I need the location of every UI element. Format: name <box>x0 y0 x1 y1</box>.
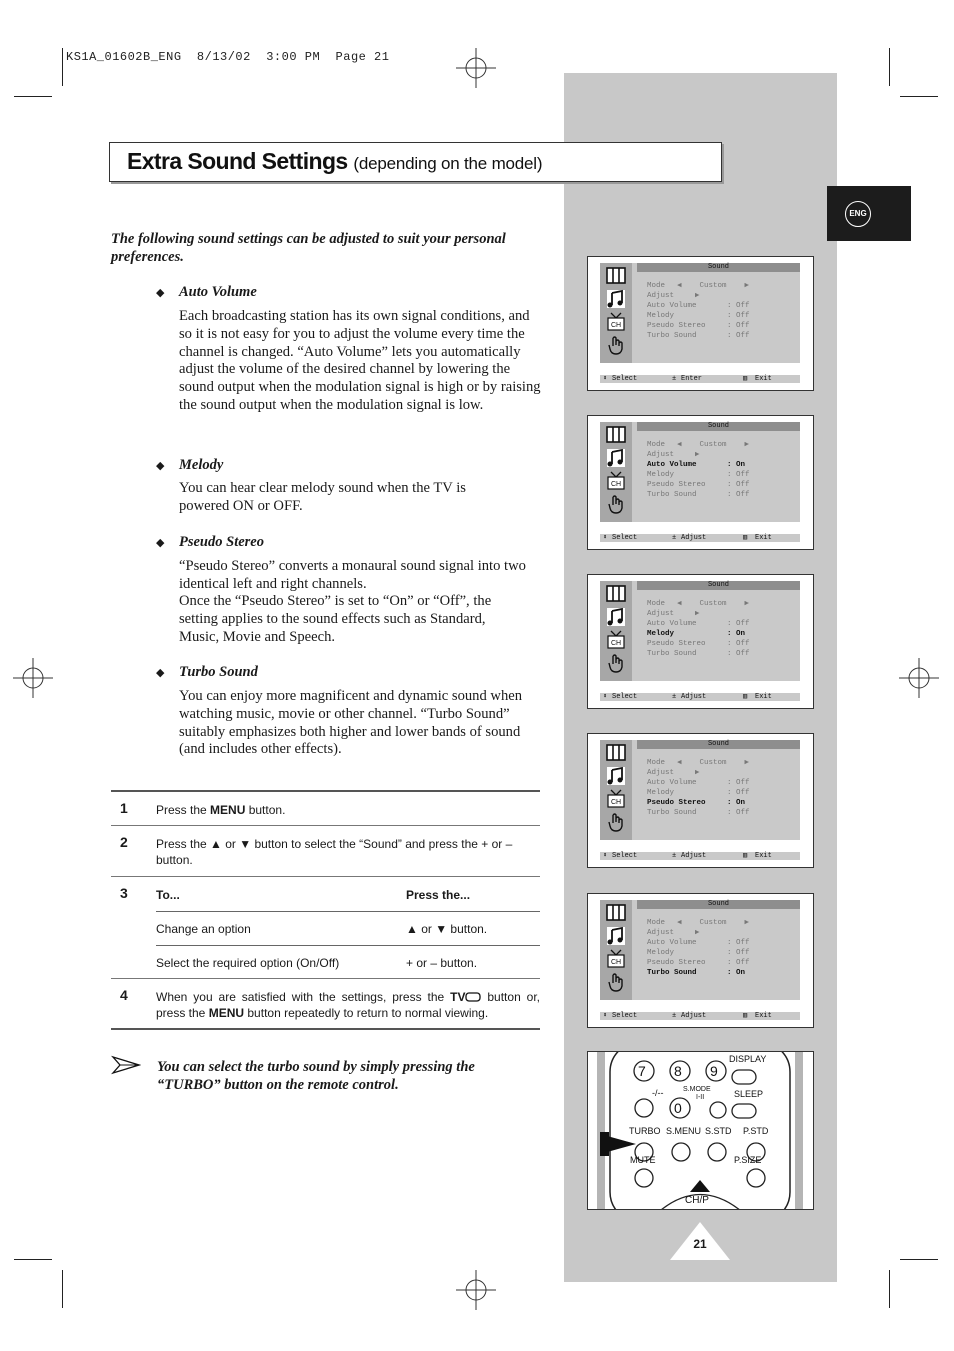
remote-key-0: 0 <box>674 1100 682 1116</box>
osd-item-value: ▶ <box>677 769 700 777</box>
print-header: KS1A_01602B_ENG 8/13/02 3:00 PM Page 21 <box>66 50 390 64</box>
osd-menu-panel <box>600 263 800 363</box>
osd-item-label: Adjust <box>647 769 675 777</box>
step-text: Press the ▲ or ▼ button to select the “Sound” and press the + or – button. <box>156 837 513 867</box>
picture-icon <box>605 425 627 445</box>
remote-label-dash: -/-- <box>652 1088 664 1098</box>
osd-item-value: : Off <box>727 302 750 310</box>
divider <box>156 911 540 912</box>
sound-icon <box>605 448 627 468</box>
sound-icon <box>605 926 627 946</box>
osd-item-value: : Off <box>727 491 750 499</box>
remote-label-turbo: TURBO <box>629 1126 661 1136</box>
step-text-post: button repeatedly to return to normal viewing. <box>244 1006 489 1020</box>
setup-hand-icon <box>605 653 627 673</box>
osd-screen <box>587 415 814 550</box>
osd-item-label: Adjust <box>647 610 675 618</box>
osd-item-value: : On <box>727 461 746 469</box>
osd-item-label: Turbo Sound <box>647 650 697 658</box>
osd-footer-select: Select <box>612 693 638 701</box>
osd-item-label: Melody <box>647 312 675 320</box>
feature-text: “Pseudo Stereo” converts a monaural sound signal into two identical left and right channels. <box>179 558 526 592</box>
step-text-pre: When you are satisfied with the settings, press the <box>156 990 451 1004</box>
picture-icon <box>605 743 627 763</box>
crop-mark <box>900 1259 938 1260</box>
osd-item-label: Pseudo Stereo <box>647 322 706 330</box>
divider <box>111 825 540 826</box>
osd-icon-column <box>600 422 632 522</box>
intro-text: The following sound settings can be adjusted to suit your personal preferences. <box>111 231 506 265</box>
osd-icon-column <box>600 900 632 1000</box>
channel-icon <box>605 630 627 650</box>
feature-heading: Pseudo Stereo <box>179 534 264 550</box>
step-number: 2 <box>120 834 128 850</box>
osd-item-value: ◀ Custom ▶ <box>677 282 750 290</box>
plusminus-icon: ± <box>672 534 677 542</box>
diamond-bullet-icon: ◆ <box>156 460 165 472</box>
divider <box>156 945 540 946</box>
updown-icon: ⬍ <box>603 375 608 383</box>
plusminus-icon: ± <box>672 375 677 383</box>
osd-item-label: Auto Volume <box>647 939 697 947</box>
setup-hand-icon <box>605 494 627 514</box>
osd-item-label: Adjust <box>647 929 675 937</box>
osd-item-value: : Off <box>727 471 750 479</box>
osd-item-label: Turbo Sound <box>647 332 697 340</box>
osd-item-label: Turbo Sound <box>647 969 697 977</box>
sound-icon <box>605 289 627 309</box>
osd-item-value: ▶ <box>677 292 700 300</box>
sound-icon <box>605 766 627 786</box>
channel-icon <box>605 789 627 809</box>
step-number: 3 <box>120 885 128 901</box>
osd-item-value: : Off <box>727 620 750 628</box>
page-number: 21 <box>693 1237 707 1251</box>
svg-text:CH: CH <box>610 322 622 329</box>
osd-footer <box>600 534 800 542</box>
menu-icon: ▥ <box>743 534 748 542</box>
osd-item-value: : Off <box>727 332 750 340</box>
picture-icon <box>605 903 627 923</box>
table-cell-action: Change an option <box>156 922 251 936</box>
osd-screen <box>587 256 814 391</box>
registration-mark <box>899 658 939 698</box>
osd-footer-select: Select <box>612 375 638 383</box>
osd-menu-panel <box>600 422 800 522</box>
osd-title-bar <box>637 581 800 590</box>
osd-title: Sound <box>707 900 729 908</box>
language-label: ENG <box>845 201 871 227</box>
osd-item-value: : Off <box>727 481 750 489</box>
osd-item-label: Mode <box>647 919 666 927</box>
remote-label-i-ii: I-II <box>696 1094 705 1101</box>
osd-icon-column <box>600 581 632 681</box>
table-cell-press: ▲ or ▼ button. <box>406 922 488 936</box>
picture-icon <box>605 584 627 604</box>
feature-text: You can hear clear melody sound when the TV is powered ON or OFF. <box>179 480 466 514</box>
osd-footer <box>600 852 800 860</box>
table-cell-action: Select the required option (On/Off) <box>156 956 340 970</box>
osd-footer <box>600 693 800 701</box>
osd-item-label: Melody <box>647 630 675 638</box>
svg-text:CH: CH <box>610 959 622 966</box>
osd-footer-exit: Exit <box>755 1012 772 1020</box>
step-number: 1 <box>120 800 128 816</box>
step-text <box>156 802 285 818</box>
osd-item-value: ◀ Custom ▶ <box>677 919 750 927</box>
osd-item-label: Mode <box>647 282 666 290</box>
crop-mark <box>889 1270 890 1308</box>
feature-text-2: Once the “Pseudo Stereo” is set to “On” or “Off”, the setting applies to the sound effects such as Standard, Music, Movie and Speech. <box>179 593 492 645</box>
divider <box>111 1028 540 1030</box>
osd-item-value: : Off <box>727 939 750 947</box>
picture-icon <box>605 266 627 286</box>
osd-item-label: Pseudo Stereo <box>647 640 706 648</box>
divider <box>111 876 540 877</box>
osd-footer <box>600 1012 800 1020</box>
menu-icon: ▥ <box>743 693 748 701</box>
step-text-pre: Press the <box>156 803 211 817</box>
osd-item-value: ▶ <box>677 451 700 459</box>
osd-item-label: Melody <box>647 789 675 797</box>
plusminus-icon: ± <box>672 693 677 701</box>
osd-item-value: : Off <box>727 959 750 967</box>
table-header-press: Press the... <box>406 888 471 902</box>
osd-item-label: Auto Volume <box>647 620 697 628</box>
step-text <box>156 989 540 1021</box>
osd-title-bar <box>637 900 800 909</box>
osd-item-label: Adjust <box>647 292 675 300</box>
crop-mark <box>900 96 938 97</box>
remote-control-image <box>587 1051 814 1210</box>
osd-footer-exit: Exit <box>755 375 772 383</box>
osd-footer-select: Select <box>612 1012 638 1020</box>
osd-item-value: : Off <box>727 779 750 787</box>
osd-item-label: Auto Volume <box>647 461 697 469</box>
registration-mark <box>456 1270 496 1310</box>
page-title <box>127 148 542 175</box>
osd-item-label: Pseudo Stereo <box>647 481 706 489</box>
divider <box>111 978 540 979</box>
osd-screen <box>587 733 814 868</box>
remote-label-smenu: S.MENU <box>666 1126 702 1136</box>
osd-item-value: ▶ <box>677 610 700 618</box>
remote-label-pstd: P.STD <box>743 1126 769 1136</box>
osd-footer-exit: Exit <box>755 852 772 860</box>
crop-mark <box>62 48 63 86</box>
osd-item-label: Mode <box>647 441 666 449</box>
osd-footer-exit: Exit <box>755 693 772 701</box>
osd-item-label: Pseudo Stereo <box>647 799 706 807</box>
osd-title: Sound <box>707 263 729 271</box>
diamond-bullet-icon: ◆ <box>156 667 165 679</box>
menu-key-label: MENU <box>210 803 246 817</box>
osd-item-label: Turbo Sound <box>647 809 697 817</box>
feature-text: You can enjoy more magnificent and dynamic sound when watching music, movie or other channel. “Turbo Sound” suitably emphasizes both higher and lower bands of sound (and includes other effects). <box>179 688 523 758</box>
updown-icon: ⬍ <box>603 534 608 542</box>
title-box <box>109 142 722 182</box>
title-subtitle: (depending on the model) <box>353 154 543 173</box>
osd-title-bar <box>637 422 800 431</box>
osd-item-value: : Off <box>727 949 750 957</box>
osd-title: Sound <box>707 740 729 748</box>
feature-text: Each broadcasting station has its own signal conditions, and so it is not easy for you to adjust the volume every time the channel is changed. “Auto Volume” lets you automatically adjust the volume of the desired channel by lowering the sound output when the modulation signal is high or by raising the sound output when the modulation signal is low. <box>179 308 541 413</box>
remote-label-sstd: S.STD <box>705 1126 732 1136</box>
menu-icon: ▥ <box>743 375 748 383</box>
table-cell-press: + or – button. <box>406 956 478 970</box>
diamond-bullet-icon: ◆ <box>156 287 165 299</box>
osd-footer <box>600 375 800 383</box>
osd-screen <box>587 574 814 709</box>
osd-item-label: Mode <box>647 600 666 608</box>
title-main: Extra Sound Settings <box>127 148 348 174</box>
tv-key-label: TV <box>450 990 466 1004</box>
updown-icon: ⬍ <box>603 852 608 860</box>
osd-footer-select: Select <box>612 534 638 542</box>
svg-text:CH: CH <box>610 640 622 647</box>
osd-footer-action: Adjust <box>681 852 707 860</box>
updown-icon: ⬍ <box>603 1012 608 1020</box>
step-number: 4 <box>120 987 128 1003</box>
osd-footer-select: Select <box>612 852 638 860</box>
osd-title: Sound <box>707 581 729 589</box>
remote-key-8: 8 <box>674 1063 682 1079</box>
remote-label-chp: CH/P <box>685 1195 709 1206</box>
osd-item-label: Pseudo Stereo <box>647 959 706 967</box>
plusminus-icon: ± <box>672 1012 677 1020</box>
osd-menu-panel <box>600 900 800 1000</box>
step-text-mid: button or, press the <box>156 990 541 1020</box>
setup-hand-icon <box>605 335 627 355</box>
sound-icon <box>605 607 627 627</box>
setup-hand-icon <box>605 812 627 832</box>
osd-footer-action: Adjust <box>681 1012 707 1020</box>
osd-title-bar <box>637 263 800 272</box>
divider <box>111 790 540 792</box>
osd-footer-action: Enter <box>681 375 703 383</box>
crop-mark <box>14 1259 52 1260</box>
channel-icon <box>605 949 627 969</box>
svg-text:CH: CH <box>610 799 622 806</box>
tip-arrow-icon <box>111 1055 141 1075</box>
updown-icon: ⬍ <box>603 693 608 701</box>
remote-key-9: 9 <box>710 1063 718 1079</box>
remote-label-display: DISPLAY <box>729 1054 767 1064</box>
osd-footer-action: Adjust <box>681 693 707 701</box>
crop-mark <box>14 96 52 97</box>
osd-footer-action: Adjust <box>681 534 707 542</box>
remote-key-7: 7 <box>638 1063 646 1079</box>
osd-item-value: : Off <box>727 789 750 797</box>
osd-icon-column <box>600 263 632 363</box>
osd-item-label: Auto Volume <box>647 302 697 310</box>
feature-heading: Melody <box>179 457 224 473</box>
menu-icon: ▥ <box>743 852 748 860</box>
osd-item-label: Adjust <box>647 451 675 459</box>
tv-screen-icon <box>465 992 481 1002</box>
osd-item-label: Melody <box>647 949 675 957</box>
diamond-bullet-icon: ◆ <box>156 537 165 549</box>
osd-footer-exit: Exit <box>755 534 772 542</box>
osd-title-bar <box>637 740 800 749</box>
feature-heading: Turbo Sound <box>179 664 258 680</box>
crop-mark <box>889 48 890 86</box>
remote-label-sleep: SLEEP <box>734 1089 764 1099</box>
osd-item-label: Auto Volume <box>647 779 697 787</box>
osd-item-value: : On <box>727 630 746 638</box>
setup-hand-icon <box>605 972 627 992</box>
feature-heading: Auto Volume <box>179 284 257 300</box>
crop-mark <box>62 1270 63 1308</box>
registration-mark <box>13 658 53 698</box>
tip-text: You can select the turbo sound by simply pressing the “TURBO” button on the remote control. <box>157 1059 475 1093</box>
osd-item-value: : Off <box>727 809 750 817</box>
table-header-to: To... <box>156 888 180 902</box>
menu-icon: ▥ <box>743 1012 748 1020</box>
remote-label-smode: S.MODE <box>683 1086 711 1093</box>
channel-icon <box>605 312 627 332</box>
osd-item-value: : Off <box>727 640 750 648</box>
osd-icon-column <box>600 740 632 840</box>
osd-item-value: ▶ <box>677 929 700 937</box>
osd-item-value: : On <box>727 799 746 807</box>
remote-label-psize: P.SIZE <box>734 1155 762 1165</box>
osd-title: Sound <box>707 422 729 430</box>
registration-mark <box>456 48 496 88</box>
osd-menu-panel <box>600 740 800 840</box>
osd-item-label: Mode <box>647 759 666 767</box>
osd-item-value: : Off <box>727 322 750 330</box>
osd-item-label: Melody <box>647 471 675 479</box>
osd-screen <box>587 893 814 1028</box>
osd-menu-panel <box>600 581 800 681</box>
plusminus-icon: ± <box>672 852 677 860</box>
channel-icon <box>605 471 627 491</box>
osd-item-value: ◀ Custom ▶ <box>677 759 750 767</box>
step-text-post: button. <box>245 803 286 817</box>
osd-item-value: : Off <box>727 650 750 658</box>
osd-item-value: : On <box>727 969 746 977</box>
remote-label-mute: MUTE <box>630 1155 656 1165</box>
svg-text:CH: CH <box>610 481 622 488</box>
menu-key-label: MENU <box>208 1006 245 1020</box>
language-tab <box>827 186 911 241</box>
osd-item-value: ◀ Custom ▶ <box>677 600 750 608</box>
osd-item-value: : Off <box>727 312 750 320</box>
osd-item-value: ◀ Custom ▶ <box>677 441 750 449</box>
osd-item-label: Turbo Sound <box>647 491 697 499</box>
